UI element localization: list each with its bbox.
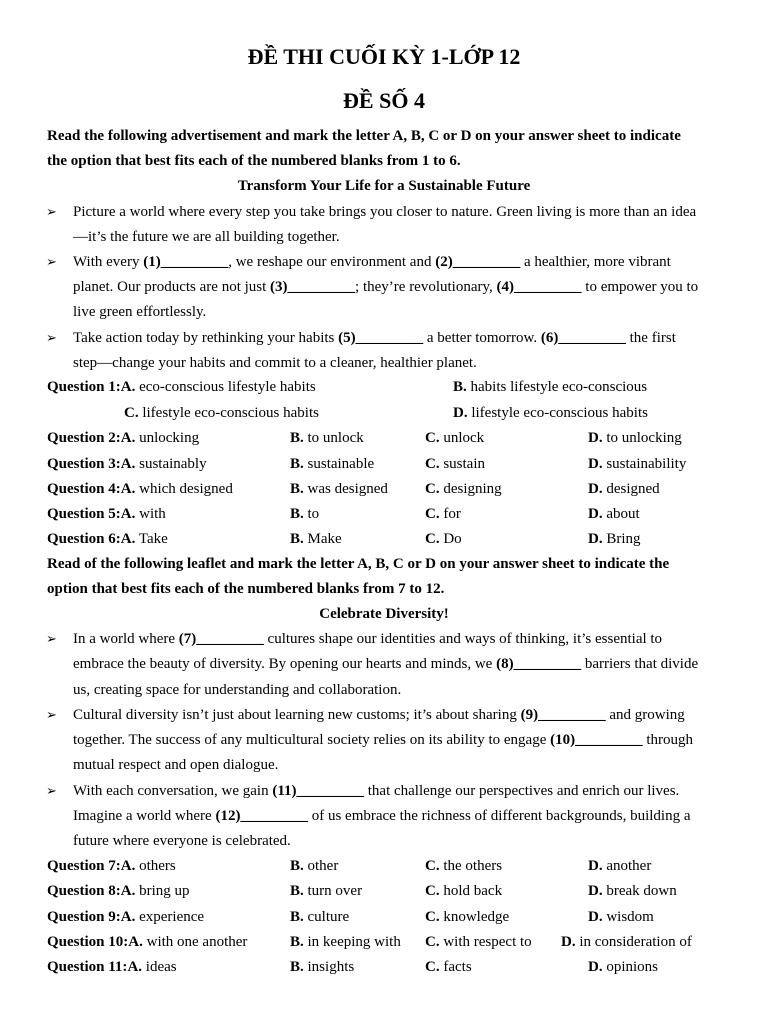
option-c (425, 857, 502, 875)
option-text: for (439, 506, 461, 522)
option-text: lifestyle eco-conscious habits (467, 405, 648, 421)
option-letter: B. (290, 481, 304, 497)
question-row (47, 933, 247, 951)
option-letter: C. (425, 883, 440, 899)
option-c (425, 530, 462, 548)
option-letter: B. (290, 909, 304, 925)
option-text: sustainability (602, 456, 687, 472)
blank-number: (12)_________ (215, 808, 308, 824)
option-letter: C. (425, 506, 440, 522)
passage-text: Take action today by rethinking your habits (73, 330, 339, 346)
blank-number: (8)_________ (496, 656, 582, 672)
passage-text: With every (73, 254, 144, 270)
option-d (588, 958, 658, 976)
option-text: bring up (135, 883, 190, 899)
option-letter: A. (120, 858, 136, 874)
option-b (290, 455, 374, 473)
question-label: Question 7: (47, 858, 121, 874)
bullet-arrow-icon: ➢ (46, 330, 57, 345)
option-text: ideas (142, 959, 177, 975)
passage-text: , we reshape our environment and (228, 254, 436, 270)
question-label: Question 6: (47, 531, 121, 547)
blank-number: (11)_________ (272, 783, 364, 799)
option-b (290, 429, 364, 447)
question-row (47, 530, 168, 548)
passage-text: together. The success of any multicultural society relies on its ability to engage (73, 732, 551, 748)
option-letter: D. (588, 909, 603, 925)
passage-text: through (642, 732, 694, 748)
option-letter: D. (588, 531, 603, 547)
option-letter: A. (120, 481, 136, 497)
option-text: sustainable (303, 456, 375, 472)
section2-passage-line (73, 832, 291, 850)
option-text: sustainably (135, 456, 207, 472)
section1-passage-line (73, 228, 340, 246)
option-c (425, 933, 532, 951)
exam-number: ĐỀ SỐ 4 (343, 88, 425, 113)
section1-passage-line (73, 303, 206, 321)
option-letter: C. (425, 909, 440, 925)
passage-text: us, creating space for understanding and collaboration. (73, 682, 402, 698)
option-letter: D. (588, 959, 603, 975)
section2-instruction-line2: option that best fits each of the numbered blanks from 7 to 12. (47, 581, 445, 597)
option-letter: A. (120, 430, 136, 446)
option-text: wisdom (602, 909, 654, 925)
exam-title: ĐỀ THI CUỐI KỲ 1-LỚP 12 (247, 44, 521, 69)
passage-text: In a world where (73, 631, 179, 647)
option-letter: C. (425, 934, 440, 950)
option-text: experience (135, 909, 205, 925)
option-text: to unlock (303, 430, 364, 446)
option-d (588, 455, 686, 473)
passage-text: the first (625, 330, 676, 346)
option-letter: B. (290, 506, 304, 522)
passage-text: Imagine a world where (73, 808, 216, 824)
option-letter: B. (290, 858, 304, 874)
question-label: Question 2: (47, 430, 121, 446)
option-letter: A. (120, 909, 136, 925)
passage-text: —it’s the future we are all building together. (73, 229, 340, 245)
section2-passage-line (73, 782, 679, 800)
section1-passage-line (73, 278, 698, 296)
section1-instruction-line2: the option that best fits each of the numbered blanks from 1 to 6. (47, 153, 461, 169)
question-row (47, 958, 177, 976)
option-c (425, 505, 461, 523)
blank-number: (2)_________ (435, 254, 521, 270)
option-letter: C. (425, 481, 440, 497)
option-text: in consideration of (575, 934, 692, 950)
option-d (588, 857, 651, 875)
option-letter: C. (124, 405, 139, 421)
option-d (453, 404, 648, 422)
option-b (290, 882, 362, 900)
bullet-arrow-icon: ➢ (46, 254, 57, 269)
blank-number: (6)_________ (540, 330, 626, 346)
option-d (561, 933, 692, 951)
option-d (588, 505, 640, 523)
blank-number: (10)_________ (550, 732, 643, 748)
option-letter: B. (290, 959, 304, 975)
question-label: Question 5: (47, 506, 121, 522)
option-text: in keeping with (303, 934, 401, 950)
option-text: with respect to (439, 934, 532, 950)
option-text: was designed (303, 481, 388, 497)
option-d (588, 429, 682, 447)
option-letter: D. (588, 481, 603, 497)
option-c (425, 429, 484, 447)
section1-heading: Transform Your Life for a Sustainable Future (237, 178, 531, 194)
option-letter: B. (290, 883, 304, 899)
passage-text: and growing (605, 707, 685, 723)
option-text: with (135, 506, 166, 522)
question-row (47, 429, 199, 447)
option-text: eco-conscious lifestyle habits (135, 379, 316, 395)
option-d (588, 908, 654, 926)
option-letter: D. (588, 858, 603, 874)
option-letter: C. (425, 858, 440, 874)
option-c (124, 404, 319, 422)
section2-heading: Celebrate Diversity! (319, 606, 449, 622)
passage-text: barriers that divide (581, 656, 699, 672)
option-text: sustain (439, 456, 486, 472)
option-letter: A. (120, 456, 136, 472)
section2-passage-line (73, 706, 685, 724)
section2-instruction-line1: Read of the following leaflet and mark the letter A, B, C or D on your answer sheet to indicate the (47, 556, 670, 572)
option-b (290, 933, 401, 951)
option-letter: B. (290, 531, 304, 547)
passage-text: ; they’re revolutionary, (355, 279, 497, 295)
option-text: break down (602, 883, 677, 899)
section1-instruction-line1: Read the following advertisement and mark the letter A, B, C or D on your answer sheet to indicate (47, 128, 681, 144)
question-row (47, 505, 166, 523)
passage-text: to empower you to (581, 279, 699, 295)
option-letter: C. (425, 959, 440, 975)
option-text: to (303, 506, 320, 522)
passage-text: Picture a world where every step you take brings you closer to nature. Green living is more than an idea (73, 204, 697, 220)
passage-text: a better tomorrow. (423, 330, 541, 346)
question-label: Question 10: (47, 934, 129, 950)
option-text: the others (439, 858, 503, 874)
option-letter: D. (588, 456, 603, 472)
option-text: lifestyle eco-conscious habits (138, 405, 319, 421)
blank-number: (3)_________ (270, 279, 356, 295)
section2-passage-line (73, 630, 662, 648)
option-letter: C. (425, 456, 440, 472)
question-label: Question 9: (47, 909, 121, 925)
option-text: others (135, 858, 176, 874)
option-b (290, 530, 342, 548)
option-text: designing (439, 481, 502, 497)
passage-text: step—change your habits and commit to a cleaner, healthier planet. (73, 355, 477, 371)
section1-passage-line (73, 203, 696, 221)
option-letter: D. (588, 430, 603, 446)
option-letter: B. (453, 379, 467, 395)
option-letter: B. (290, 430, 304, 446)
bullet-arrow-icon: ➢ (46, 631, 57, 646)
option-letter: B. (290, 456, 304, 472)
section2-passage-line (73, 731, 693, 749)
section2-passage-line (73, 807, 690, 825)
option-b (290, 908, 349, 926)
option-text: to unlocking (602, 430, 682, 446)
option-text: about (602, 506, 640, 522)
question-row (47, 455, 207, 473)
section2-passage-line (73, 681, 401, 699)
option-letter: D. (588, 506, 603, 522)
option-letter: A. (120, 883, 136, 899)
question-label: Question 8: (47, 883, 121, 899)
passage-text: cultures shape our identities and ways of thinking, it’s essential to (263, 631, 663, 647)
option-letter: D. (588, 883, 603, 899)
option-text: insights (303, 959, 355, 975)
passage-text: embrace the beauty of diversity. By opening our hearts and minds, we (73, 656, 497, 672)
question-row (47, 908, 204, 926)
option-letter: D. (561, 934, 576, 950)
question-label: Question 11: (47, 959, 128, 975)
option-b (453, 378, 647, 396)
option-b (290, 505, 319, 523)
option-text: Make (303, 531, 342, 547)
option-letter: C. (425, 430, 440, 446)
section1-passage-line (73, 253, 671, 271)
section2-passage-line (73, 655, 698, 673)
option-text: with one another (142, 934, 248, 950)
option-letter: A. (127, 959, 143, 975)
option-letter: D. (453, 405, 468, 421)
passage-text: Cultural diversity isn’t just about learning new customs; it’s about sharing (73, 707, 521, 723)
blank-number: (1)_________ (143, 254, 229, 270)
question-label: Question 4: (47, 481, 121, 497)
section1-passage-line (73, 329, 676, 347)
option-text: unlocking (135, 430, 200, 446)
option-letter: B. (290, 934, 304, 950)
option-text: hold back (439, 883, 503, 899)
option-d (588, 480, 660, 498)
blank-number: (4)_________ (496, 279, 582, 295)
option-c (425, 908, 509, 926)
option-b (290, 857, 338, 875)
option-text: habits lifestyle eco-conscious (466, 379, 648, 395)
question-row (47, 882, 190, 900)
option-letter: A. (128, 934, 143, 950)
option-letter: A. (120, 506, 136, 522)
option-text: Do (439, 531, 462, 547)
passage-text: mutual respect and open dialogue. (73, 757, 279, 773)
passage-text: planet. Our products are not just (73, 279, 271, 295)
option-letter: A. (120, 379, 136, 395)
option-c (425, 958, 472, 976)
option-d (588, 882, 677, 900)
blank-number: (7)_________ (178, 631, 264, 647)
option-text: Take (135, 531, 168, 547)
passage-text: a healthier, more vibrant (520, 254, 671, 270)
question-label: Question 1: (47, 379, 121, 395)
passage-text: With each conversation, we gain (73, 783, 273, 799)
question-row (47, 480, 233, 498)
option-text: which designed (135, 481, 233, 497)
option-letter: A. (120, 531, 136, 547)
section2-passage-line (73, 756, 278, 774)
blank-number: (9)_________ (520, 707, 606, 723)
option-b (290, 958, 354, 976)
bullet-arrow-icon: ➢ (46, 783, 57, 798)
option-text: other (303, 858, 339, 874)
option-text: knowledge (439, 909, 510, 925)
passage-text: live green effortlessly. (73, 304, 207, 320)
option-text: opinions (602, 959, 659, 975)
passage-text: of us embrace the richness of different backgrounds, building a (307, 808, 691, 824)
option-d (588, 530, 641, 548)
section1-passage-line (73, 354, 477, 372)
option-c (425, 455, 485, 473)
option-text: designed (602, 481, 660, 497)
bullet-arrow-icon: ➢ (46, 204, 57, 219)
option-letter: C. (425, 531, 440, 547)
option-b (290, 480, 388, 498)
option-text: facts (439, 959, 472, 975)
question-label: Question 3: (47, 456, 121, 472)
bullet-arrow-icon: ➢ (46, 707, 57, 722)
blank-number: (5)_________ (338, 330, 424, 346)
question-row (47, 378, 316, 396)
option-c (425, 882, 502, 900)
option-text: turn over (303, 883, 363, 899)
option-text: another (602, 858, 652, 874)
option-text: unlock (439, 430, 485, 446)
option-text: culture (303, 909, 350, 925)
option-text: Bring (602, 531, 641, 547)
option-c (425, 480, 502, 498)
passage-text: that challenge our perspectives and enrich our lives. (364, 783, 680, 799)
passage-text: future where everyone is celebrated. (73, 833, 291, 849)
question-row (47, 857, 176, 875)
